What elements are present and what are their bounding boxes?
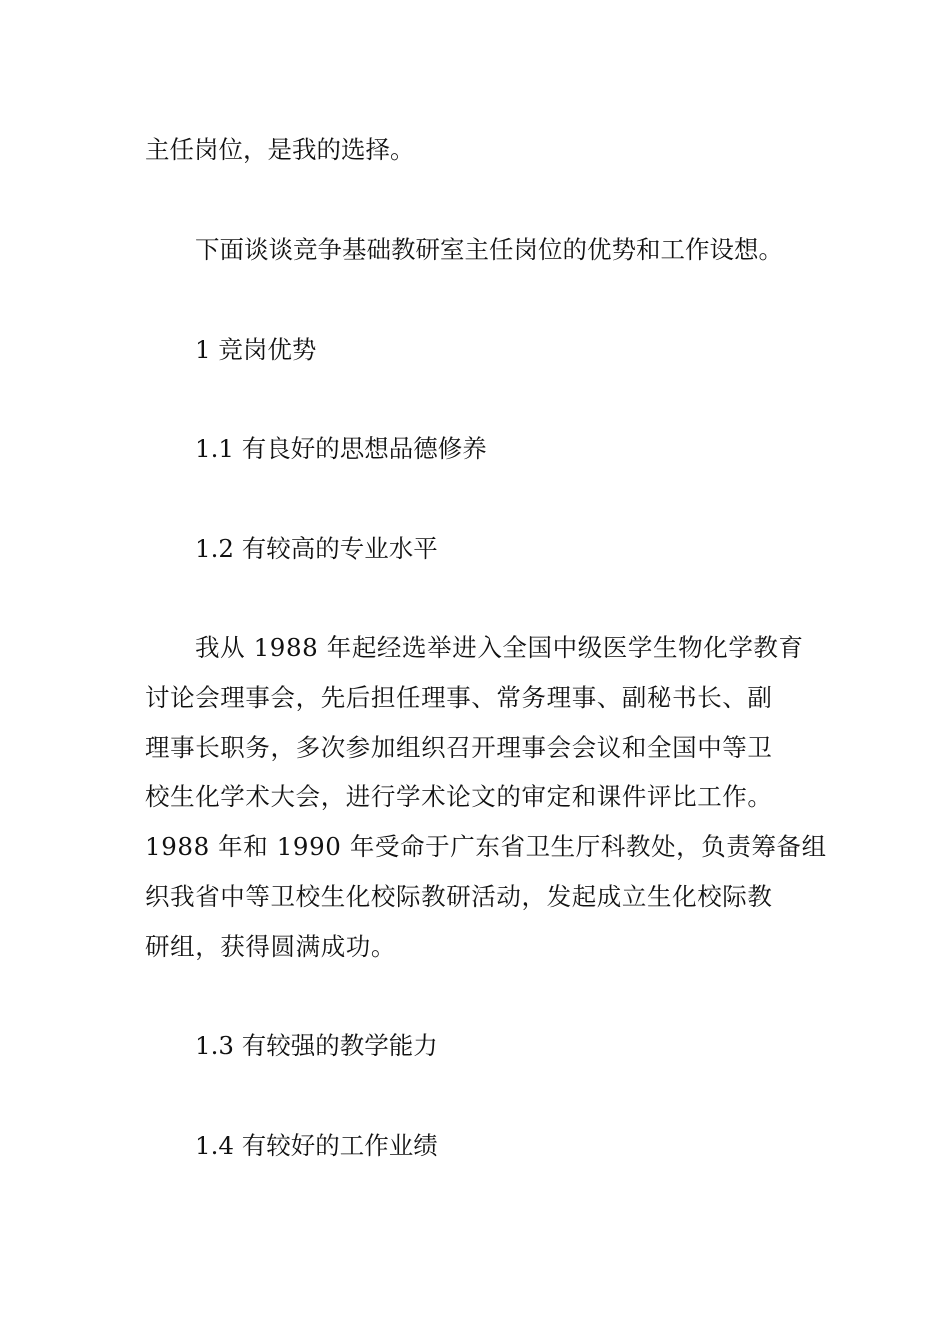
section-heading-1-2: 1.2 有较高的专业水平: [195, 534, 438, 563]
body-paragraph-line: 校生化学术大会，进行学术论文的审定和课件评比工作。: [145, 782, 773, 811]
section-heading-1-1: 1.1 有良好的思想品德修养: [195, 434, 487, 463]
body-paragraph-line: 理事长职务，多次参加组织召开理事会会议和全国中等卫: [145, 733, 773, 762]
section-heading-1: 1 竞岗优势: [195, 335, 317, 364]
body-paragraph-line: 研组，获得圆满成功。: [145, 932, 396, 961]
body-paragraph-line: 1988 年和 1990 年受命于广东省卫生厅科教处，负责筹备组: [145, 832, 827, 861]
section-heading-1-3: 1.3 有较强的教学能力: [195, 1031, 438, 1060]
section-heading-1-4: 1.4 有较好的工作业绩: [195, 1131, 438, 1160]
body-paragraph-line: 我从 1988 年起经选举进入全国中级医学生物化学教育: [195, 633, 804, 662]
body-paragraph-line: 织我省中等卫校生化校际教研活动，发起成立生化校际教: [145, 882, 773, 911]
text-line-continuation: 主任岗位，是我的选择。: [145, 135, 415, 164]
intro-paragraph: 下面谈谈竞争基础教研室主任岗位的优势和工作设想。: [195, 235, 783, 264]
body-paragraph-line: 讨论会理事会，先后担任理事、常务理事、副秘书长、副: [145, 683, 773, 712]
